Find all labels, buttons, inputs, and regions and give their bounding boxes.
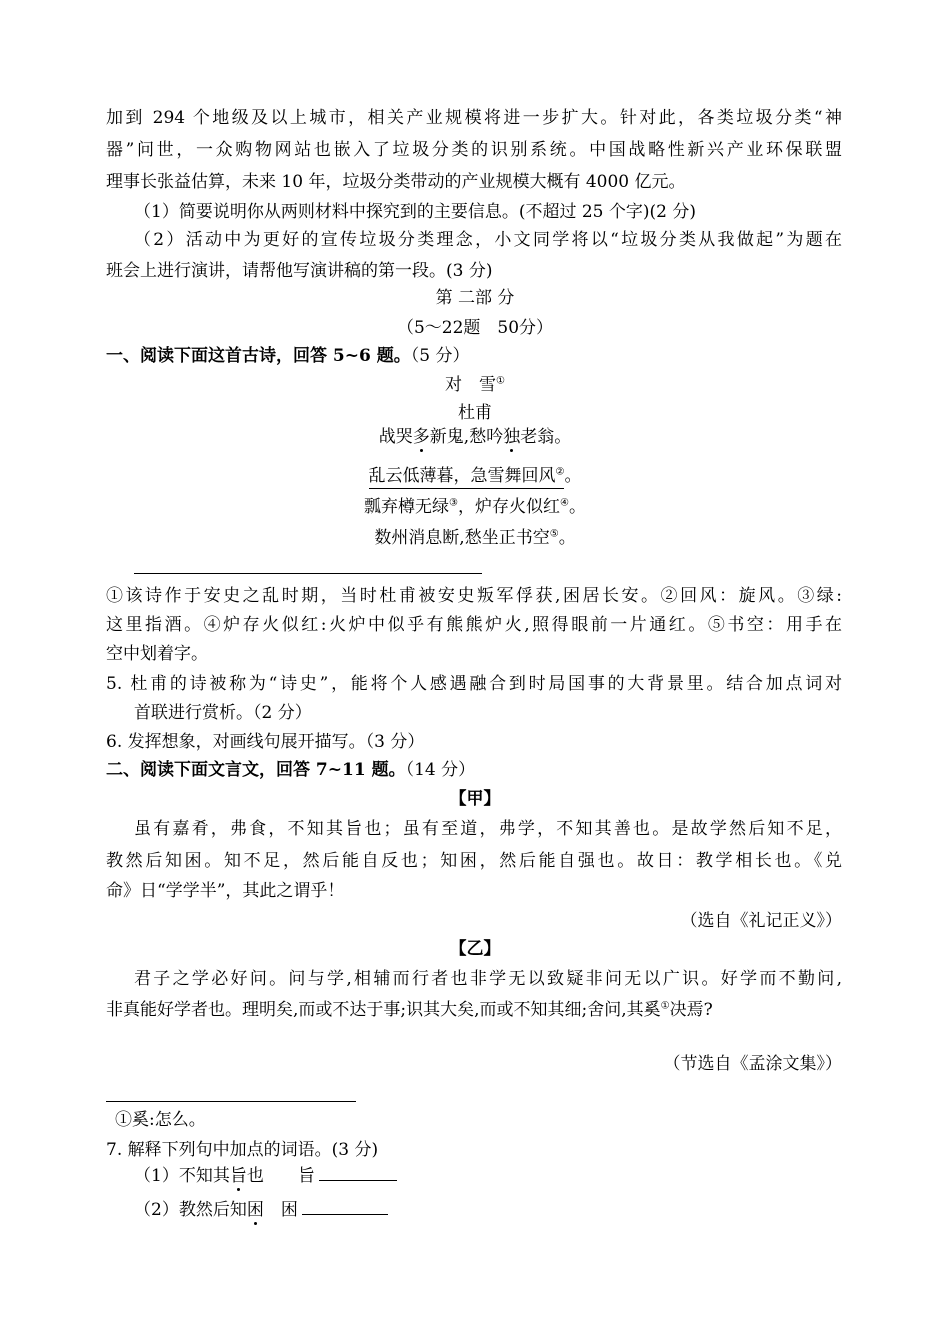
q7: 7. 解释下列句中加点的词语。(3 分) bbox=[106, 1140, 379, 1160]
section1-score: （5 分） bbox=[410, 346, 470, 366]
poem-notes-line-1: ①该诗作于安史之乱时期，当时杜甫被安史叛军俘获,困居长安。②回风：旋风。③绿: bbox=[106, 586, 842, 606]
q7-item-1-a: （1）不知其 bbox=[134, 1166, 230, 1186]
q5-line-2: 首联进行赏析。（2 分） bbox=[134, 703, 312, 723]
poem-line-1 bbox=[0, 429, 950, 446]
q7-item-1-answer-blank[interactable] bbox=[319, 1166, 397, 1181]
passage-yi-note: ① bbox=[660, 1000, 670, 1012]
passage-jia-line-1: 虽有嘉肴，弗食，不知其旨也；虽有至道，弗学，不知其善也。是故学然后知不足， bbox=[134, 819, 842, 839]
footnote: ①奚:怎么。 bbox=[115, 1110, 206, 1130]
q7-dotted-char-kun: 困 bbox=[246, 1200, 264, 1220]
poem-line-3-b: ，炉存火似红 bbox=[458, 497, 560, 517]
q5-line-1: 5. 杜甫的诗被称为“诗史”，能将个人感遇融合到时局国事的大背景里。结合加点词对 bbox=[106, 674, 842, 694]
q7-item-2-answer-blank[interactable] bbox=[302, 1200, 388, 1215]
poem-line-2 bbox=[0, 468, 950, 485]
passage-yi-line-1: 君子之学必好问。问与学,相辅而行者也非学无以致疑非问无以广识。好学而不勤问, bbox=[134, 969, 842, 989]
poem-line-3-note2: ④ bbox=[560, 497, 569, 509]
q7-item-2-a: （2）教然后知 bbox=[134, 1200, 247, 1220]
part2-range: （5～22题 50分） bbox=[396, 318, 554, 338]
poem-line-1-b: 新鬼,愁吟 bbox=[429, 427, 504, 447]
poem-line-3-a: 瓢弃樽无绿 bbox=[364, 497, 450, 517]
poem-dotted-char-du: 独 bbox=[503, 427, 521, 447]
poem-line-3-note1: ③ bbox=[449, 497, 458, 509]
section1-heading bbox=[106, 348, 469, 365]
poem-line-4 bbox=[0, 530, 950, 547]
poem-line-2-text: 乱云低薄暮，急雪舞回风 bbox=[368, 466, 556, 486]
passage-yi-line-2-a: 非真能好学者也。理明矣,而或不达于事;识其大矣,而或不知其细;舍问,其奚 bbox=[106, 1000, 661, 1020]
poem-line-3-c: 。 bbox=[568, 497, 586, 517]
q7-item-2-b: 困 bbox=[263, 1200, 298, 1220]
q4-sub2-line1: （2）活动中为更好的宣传垃圾分类理念，小文同学将以“垃圾分类从我做起”为题在 bbox=[134, 230, 842, 250]
material-line-2: 器”问世，一众购物网站也嵌入了垃圾分类的识别系统。中国战略性新兴产业环保联盟 bbox=[106, 140, 842, 160]
section2-heading bbox=[106, 762, 475, 779]
material-line-3: 理事长张益估算，未来 10 年，垃圾分类带动的产业规模大概有 4000 亿元。 bbox=[106, 172, 686, 192]
poem-notes-line-2: 这里指酒。④炉存火似红:火炉中似乎有熊熊炉火,照得眼前一片通红。⑤书空：用手在 bbox=[106, 615, 842, 635]
poem-line-1-a: 战哭 bbox=[378, 427, 413, 447]
poem-title bbox=[0, 377, 950, 394]
passage-jia-title: 【甲】 bbox=[449, 789, 501, 809]
poem-line-4-b: 。 bbox=[558, 528, 576, 548]
poem-line-2-end: 。 bbox=[564, 466, 582, 486]
poem-author: 杜甫 bbox=[458, 403, 492, 423]
poem-title-text: 对 雪 bbox=[445, 375, 497, 395]
poem-line-4-note: ⑤ bbox=[549, 528, 559, 540]
q7-item-1-b: 也 旨 bbox=[246, 1166, 315, 1186]
part2-title: 第 二部 分 bbox=[435, 288, 515, 308]
section1-heading-text: 一、阅读下面这首古诗，回答 5~6 题。 bbox=[106, 346, 411, 366]
q6: 6. 发挥想象，对画线句展开描写。（3 分） bbox=[106, 732, 425, 752]
poem-line-3 bbox=[0, 499, 950, 516]
section2-heading-text: 二、阅读下面文言文，回答 7~11 题。 bbox=[106, 760, 406, 780]
q7-dotted-char-zhi: 旨 bbox=[229, 1166, 247, 1186]
poem-line-1-c: 老翁。 bbox=[520, 427, 572, 447]
passage-yi-line-2-b: 决焉? bbox=[669, 1000, 713, 1020]
passage-jia-line-3: 命》日“学学半”，其此之谓乎！ bbox=[106, 881, 345, 901]
material-line-1: 加到 294 个地级及以上城市，相关产业规模将进一步扩大。针对此，各类垃圾分类“神 bbox=[106, 108, 842, 128]
poem-line-2-note: ② bbox=[555, 466, 565, 478]
poem-line-4-a: 数州消息断,愁坐正书空 bbox=[374, 528, 550, 548]
passage-jia-line-2: 教然后知困。知不足，然后能自反也；知困，然后能自强也。故日：教学相长也。《兑 bbox=[106, 851, 842, 871]
section2-score: （14 分） bbox=[405, 760, 476, 780]
poem-notes-line-3: 空中划着字。 bbox=[106, 644, 208, 664]
passage-jia-source: （选自《礼记正义》） bbox=[680, 911, 842, 931]
q4-sub2-line2: 班会上进行演讲，请帮他写演讲稿的第一段。(3 分) bbox=[106, 261, 493, 281]
q7-item-2 bbox=[134, 1200, 388, 1219]
poem-underlined-line bbox=[369, 466, 565, 489]
passage-yi-source: （节选自《孟涂文集》） bbox=[663, 1054, 842, 1074]
q4-sub1: （1）简要说明你从两则材料中探究到的主要信息。(不超过 25 个字)(2 分) bbox=[134, 202, 697, 222]
footnote-divider bbox=[106, 1101, 356, 1102]
poem-dotted-char-duo: 多 bbox=[412, 427, 430, 447]
passage-yi-title: 【乙】 bbox=[449, 939, 501, 959]
poem-title-note: ① bbox=[496, 375, 505, 387]
q7-item-1 bbox=[134, 1166, 397, 1185]
notes-divider bbox=[134, 573, 482, 574]
passage-yi-line-2 bbox=[106, 1002, 713, 1019]
